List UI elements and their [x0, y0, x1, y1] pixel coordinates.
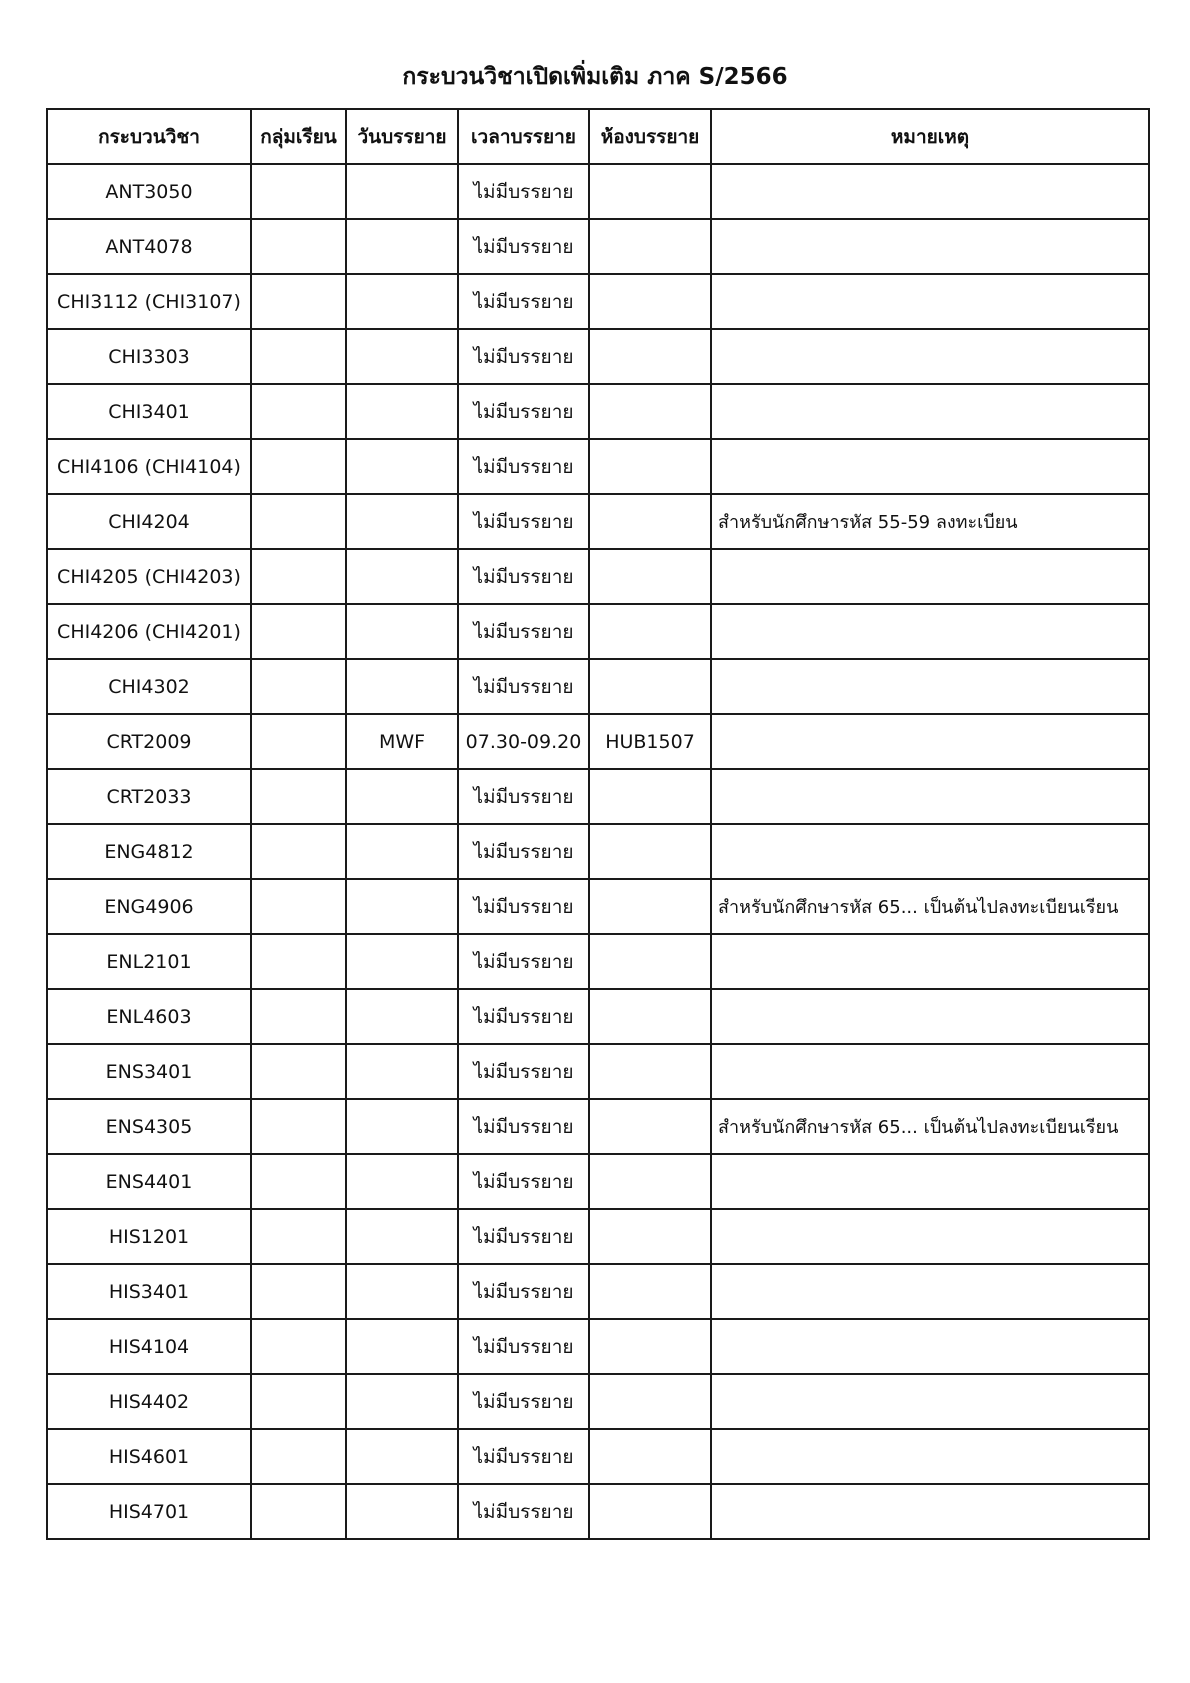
table-row [47, 604, 1149, 659]
cell-day [346, 329, 458, 384]
cell-day [346, 1044, 458, 1099]
cell-group [251, 164, 346, 219]
cell-time: ไม่มีบรรยาย [458, 1484, 589, 1539]
cell-group [251, 1209, 346, 1264]
cell-room [589, 1484, 711, 1539]
cell-note [711, 604, 1149, 659]
cell-time: ไม่มีบรรยาย [458, 274, 589, 329]
cell-time: ไม่มีบรรยาย [458, 1099, 589, 1154]
cell-note [711, 164, 1149, 219]
cell-room [589, 494, 711, 549]
table-row [47, 549, 1149, 604]
cell-group [251, 439, 346, 494]
cell-day [346, 1429, 458, 1484]
cell-course: ENS4305 [47, 1099, 251, 1154]
cell-room [589, 879, 711, 934]
cell-time: ไม่มีบรรยาย [458, 659, 589, 714]
cell-day [346, 989, 458, 1044]
cell-course: HIS3401 [47, 1264, 251, 1319]
cell-course: HIS4701 [47, 1484, 251, 1539]
cell-note [711, 1264, 1149, 1319]
table-header-row [47, 109, 1149, 164]
cell-room [589, 1044, 711, 1099]
cell-room: HUB1507 [589, 714, 711, 769]
cell-note: สำหรับนักศึกษารหัส 55-59 ลงทะเบียน [711, 494, 1149, 549]
cell-day [346, 659, 458, 714]
cell-day [346, 1099, 458, 1154]
cell-room [589, 1209, 711, 1264]
header-time: เวลาบรรยาย [458, 109, 589, 164]
table-body [47, 164, 1149, 1539]
cell-course: CHI4206 (CHI4201) [47, 604, 251, 659]
cell-time: ไม่มีบรรยาย [458, 494, 589, 549]
cell-group [251, 1484, 346, 1539]
cell-time: ไม่มีบรรยาย [458, 1154, 589, 1209]
cell-course: CHI3112 (CHI3107) [47, 274, 251, 329]
cell-day [346, 824, 458, 879]
cell-time: ไม่มีบรรยาย [458, 1374, 589, 1429]
cell-room [589, 824, 711, 879]
cell-time: ไม่มีบรรยาย [458, 1429, 589, 1484]
table-row [47, 384, 1149, 439]
table-row [47, 824, 1149, 879]
cell-group [251, 1429, 346, 1484]
cell-note [711, 274, 1149, 329]
cell-day [346, 384, 458, 439]
cell-course: ANT4078 [47, 219, 251, 274]
cell-note [711, 989, 1149, 1044]
cell-note [711, 1319, 1149, 1374]
cell-note [711, 1044, 1149, 1099]
table-row [47, 1319, 1149, 1374]
table-row [47, 1429, 1149, 1484]
cell-group [251, 659, 346, 714]
cell-course: CHI3401 [47, 384, 251, 439]
cell-group [251, 879, 346, 934]
cell-day [346, 439, 458, 494]
cell-group [251, 1319, 346, 1374]
cell-course: ENG4906 [47, 879, 251, 934]
table-row [47, 989, 1149, 1044]
cell-group [251, 714, 346, 769]
cell-room [589, 1154, 711, 1209]
cell-day [346, 1484, 458, 1539]
cell-room [589, 659, 711, 714]
table-row [47, 329, 1149, 384]
cell-day [346, 549, 458, 604]
table-row [47, 439, 1149, 494]
cell-note [711, 1429, 1149, 1484]
cell-course: ENS3401 [47, 1044, 251, 1099]
cell-course: HIS4104 [47, 1319, 251, 1374]
cell-group [251, 1099, 346, 1154]
cell-room [589, 439, 711, 494]
table-row [47, 494, 1149, 549]
cell-note [711, 1374, 1149, 1429]
cell-day [346, 1319, 458, 1374]
cell-time: ไม่มีบรรยาย [458, 1044, 589, 1099]
cell-group [251, 604, 346, 659]
cell-day [346, 1209, 458, 1264]
cell-room [589, 219, 711, 274]
cell-note [711, 1484, 1149, 1539]
cell-course: CHI4106 (CHI4104) [47, 439, 251, 494]
cell-day: MWF [346, 714, 458, 769]
cell-course: HIS4601 [47, 1429, 251, 1484]
cell-group [251, 219, 346, 274]
table-row [47, 1099, 1149, 1154]
header-course: กระบวนวิชา [47, 109, 251, 164]
cell-time: ไม่มีบรรยาย [458, 329, 589, 384]
cell-room [589, 329, 711, 384]
cell-course: ENL4603 [47, 989, 251, 1044]
cell-group [251, 989, 346, 1044]
cell-note [711, 439, 1149, 494]
cell-group [251, 384, 346, 439]
cell-course: CRT2009 [47, 714, 251, 769]
cell-day [346, 879, 458, 934]
cell-day [346, 494, 458, 549]
cell-time: ไม่มีบรรยาย [458, 384, 589, 439]
cell-room [589, 1374, 711, 1429]
cell-time: ไม่มีบรรยาย [458, 824, 589, 879]
cell-day [346, 219, 458, 274]
cell-time: ไม่มีบรรยาย [458, 604, 589, 659]
cell-course: CHI4205 (CHI4203) [47, 549, 251, 604]
header-note: หมายเหตุ [711, 109, 1149, 164]
cell-room [589, 604, 711, 659]
cell-course: HIS1201 [47, 1209, 251, 1264]
cell-time: ไม่มีบรรยาย [458, 1209, 589, 1264]
table-row [47, 1264, 1149, 1319]
table-row [47, 1484, 1149, 1539]
cell-day [346, 164, 458, 219]
header-room: ห้องบรรยาย [589, 109, 711, 164]
cell-note: สำหรับนักศึกษารหัส 65... เป็นต้นไปลงทะเบียนเรียน [711, 1099, 1149, 1154]
table-row [47, 1374, 1149, 1429]
cell-room [589, 1319, 711, 1374]
cell-time: ไม่มีบรรยาย [458, 1264, 589, 1319]
cell-course: CHI3303 [47, 329, 251, 384]
cell-room [589, 769, 711, 824]
header-group: กลุ่มเรียน [251, 109, 346, 164]
cell-day [346, 934, 458, 989]
course-schedule-table [46, 108, 1150, 1540]
cell-note [711, 714, 1149, 769]
cell-course: ENL2101 [47, 934, 251, 989]
cell-group [251, 1264, 346, 1319]
cell-note [711, 934, 1149, 989]
cell-time: ไม่มีบรรยาย [458, 219, 589, 274]
table-row [47, 1154, 1149, 1209]
cell-time: ไม่มีบรรยาย [458, 989, 589, 1044]
cell-time: ไม่มีบรรยาย [458, 879, 589, 934]
cell-time: ไม่มีบรรยาย [458, 769, 589, 824]
cell-day [346, 1264, 458, 1319]
cell-day [346, 1154, 458, 1209]
table-row [47, 934, 1149, 989]
cell-room [589, 549, 711, 604]
cell-room [589, 1264, 711, 1319]
cell-room [589, 989, 711, 1044]
cell-group [251, 824, 346, 879]
cell-note [711, 549, 1149, 604]
cell-course: CHI4204 [47, 494, 251, 549]
table-row [47, 164, 1149, 219]
cell-course: CHI4302 [47, 659, 251, 714]
cell-group [251, 1044, 346, 1099]
table-row [47, 219, 1149, 274]
table-row [47, 714, 1149, 769]
cell-group [251, 494, 346, 549]
cell-time: ไม่มีบรรยาย [458, 934, 589, 989]
cell-day [346, 274, 458, 329]
cell-course: ANT3050 [47, 164, 251, 219]
table-row [47, 1044, 1149, 1099]
cell-time: ไม่มีบรรยาย [458, 164, 589, 219]
cell-group [251, 1374, 346, 1429]
cell-note [711, 1154, 1149, 1209]
cell-course: ENS4401 [47, 1154, 251, 1209]
cell-time: ไม่มีบรรยาย [458, 549, 589, 604]
cell-note [711, 1209, 1149, 1264]
cell-room [589, 1429, 711, 1484]
cell-note: สำหรับนักศึกษารหัส 65... เป็นต้นไปลงทะเบียนเรียน [711, 879, 1149, 934]
cell-course: CRT2033 [47, 769, 251, 824]
table-row [47, 274, 1149, 329]
cell-course: HIS4402 [47, 1374, 251, 1429]
table-row [47, 1209, 1149, 1264]
cell-group [251, 549, 346, 604]
cell-time: ไม่มีบรรยาย [458, 1319, 589, 1374]
cell-time: 07.30-09.20 [458, 714, 589, 769]
cell-room [589, 384, 711, 439]
cell-room [589, 1099, 711, 1154]
cell-group [251, 274, 346, 329]
cell-group [251, 329, 346, 384]
header-day: วันบรรยาย [346, 109, 458, 164]
page-title: กระบวนวิชาเปิดเพิ่มเติม ภาค S/2566 [402, 64, 788, 90]
cell-note [711, 219, 1149, 274]
cell-room [589, 934, 711, 989]
cell-group [251, 1154, 346, 1209]
table-row [47, 769, 1149, 824]
cell-day [346, 604, 458, 659]
cell-time: ไม่มีบรรยาย [458, 439, 589, 494]
cell-day [346, 1374, 458, 1429]
cell-group [251, 934, 346, 989]
cell-note [711, 384, 1149, 439]
cell-note [711, 769, 1149, 824]
cell-room [589, 274, 711, 329]
cell-note [711, 824, 1149, 879]
cell-group [251, 769, 346, 824]
table-row [47, 659, 1149, 714]
table-row [47, 879, 1149, 934]
cell-note [711, 659, 1149, 714]
cell-note [711, 329, 1149, 384]
cell-day [346, 769, 458, 824]
cell-room [589, 164, 711, 219]
cell-course: ENG4812 [47, 824, 251, 879]
